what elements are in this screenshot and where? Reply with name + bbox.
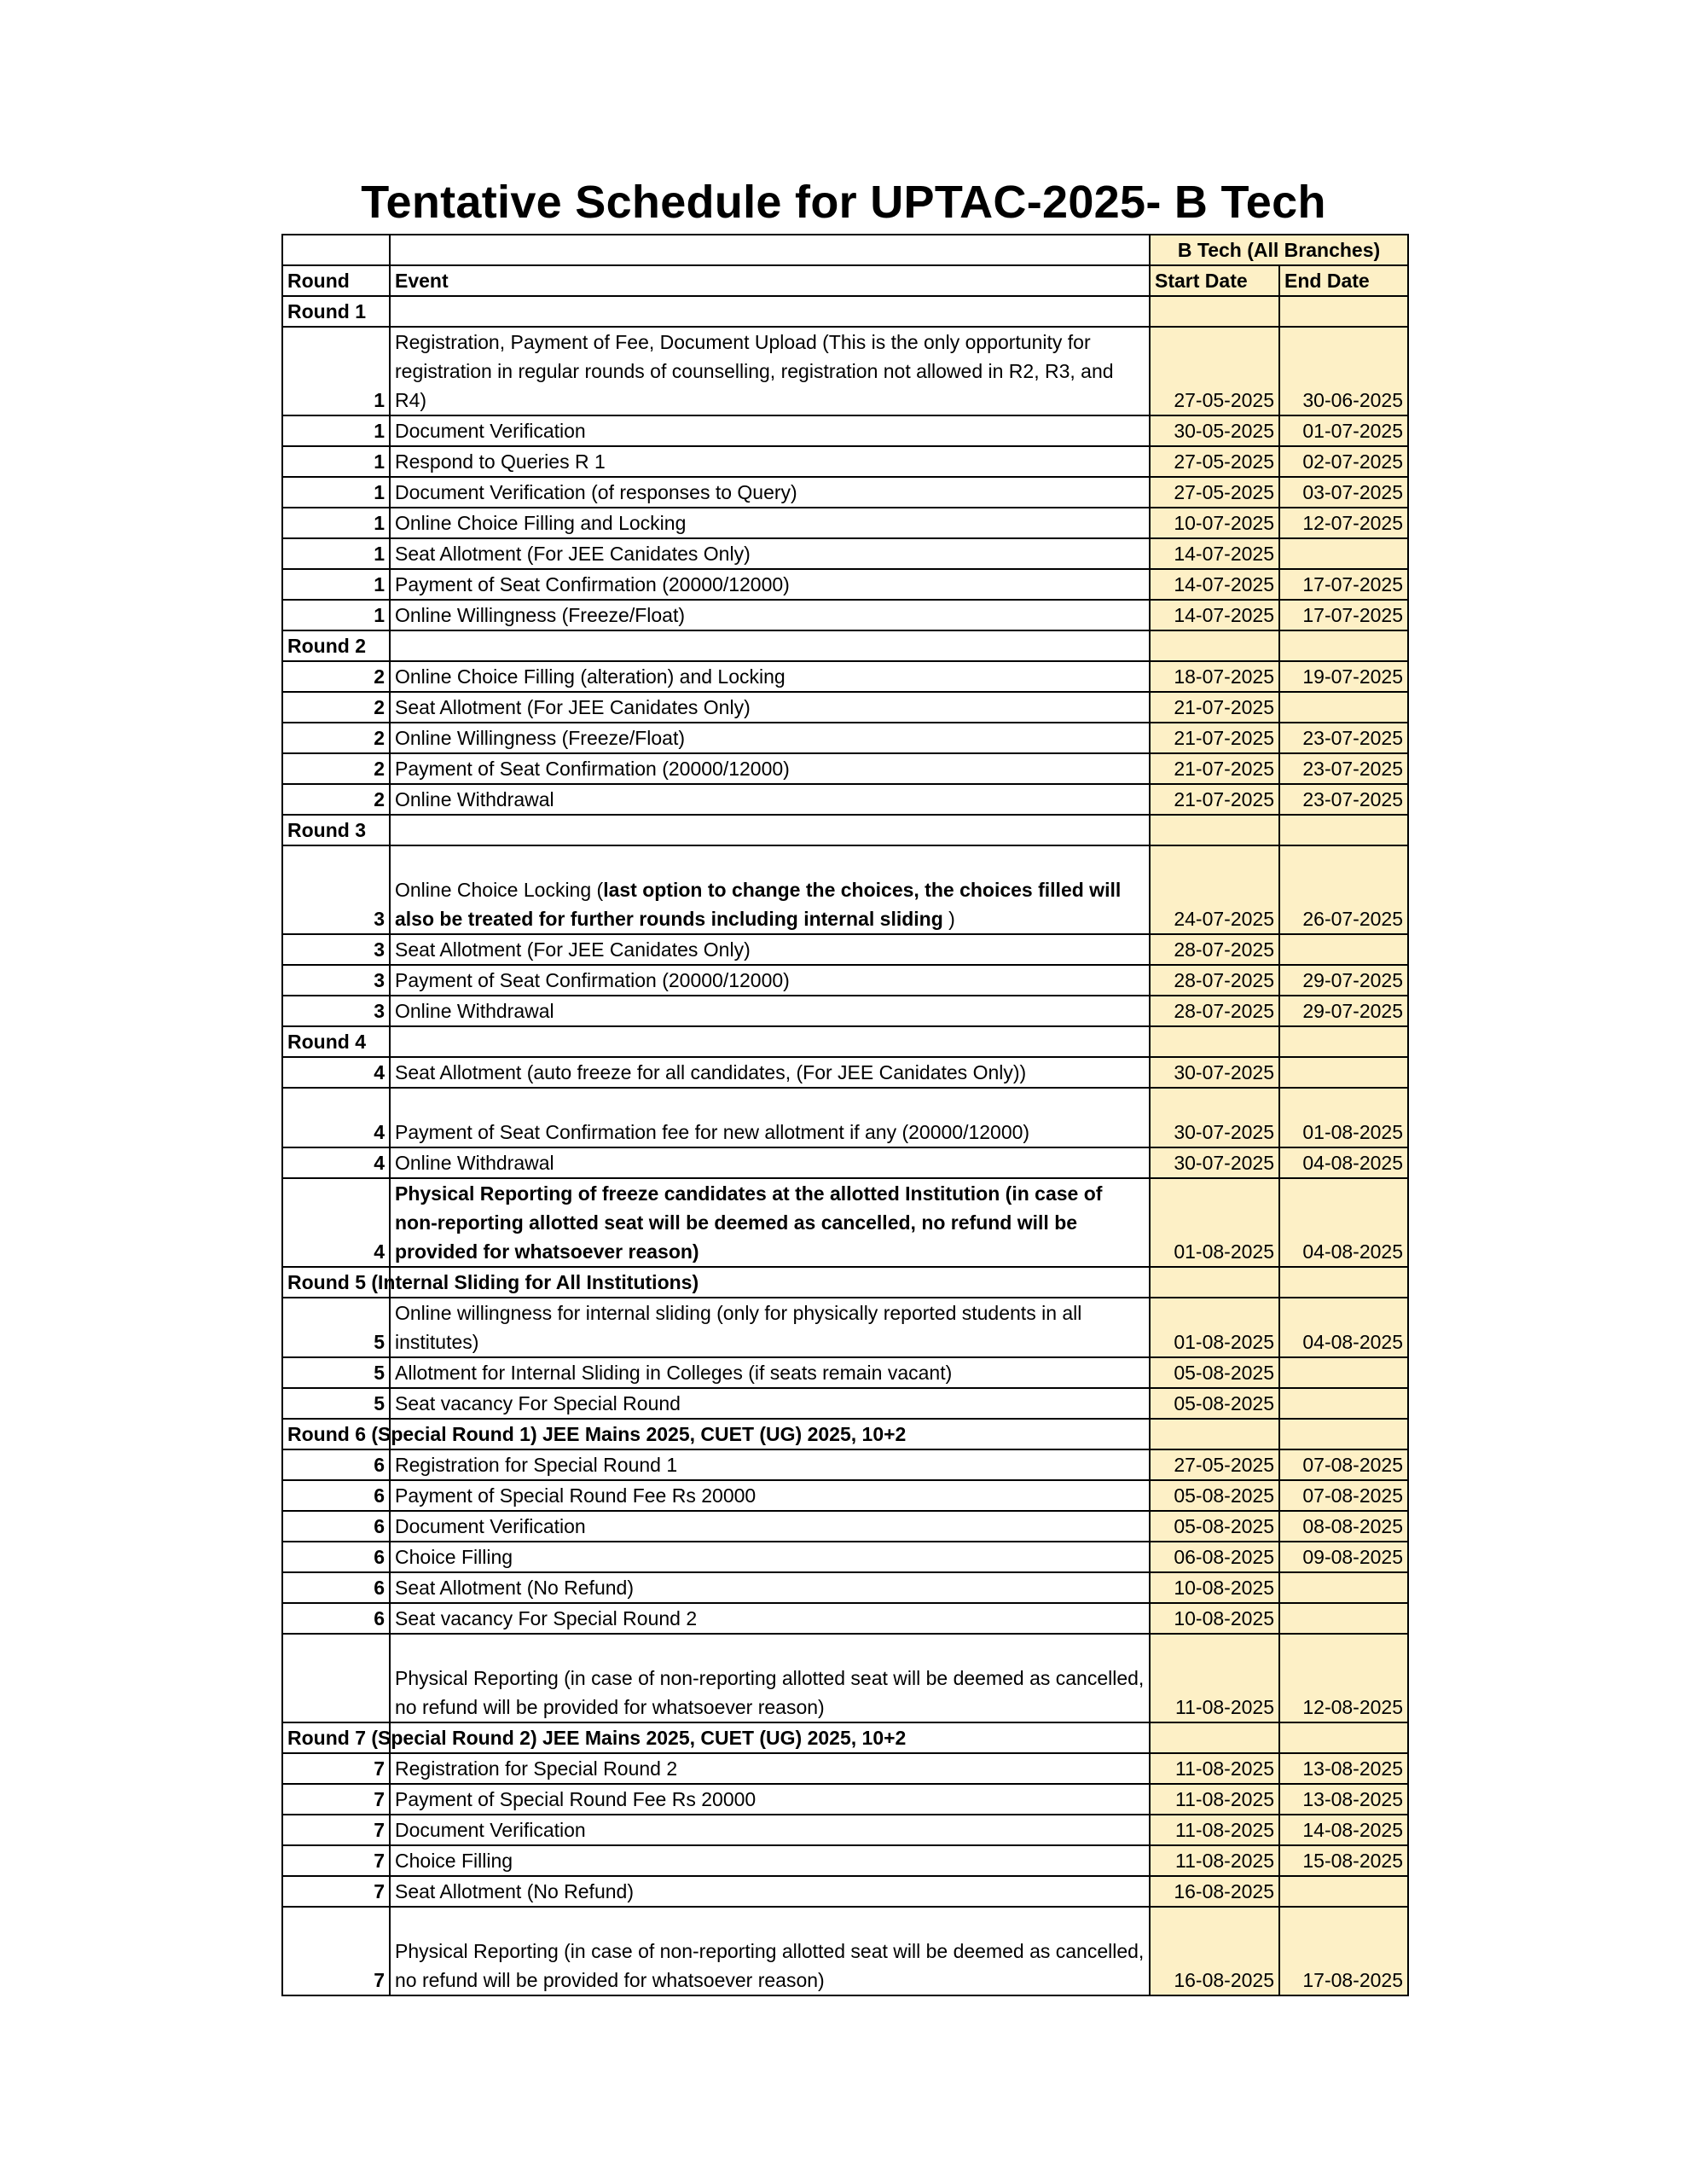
start-date: 21-07-2025: [1150, 784, 1279, 815]
start-date: 30-05-2025: [1150, 415, 1279, 446]
round-number: 1: [282, 508, 390, 538]
end-date: 17-07-2025: [1279, 600, 1408, 630]
start-date: 24-07-2025: [1150, 845, 1279, 934]
end-date: [1279, 1357, 1408, 1388]
start-date: 27-05-2025: [1150, 1449, 1279, 1480]
start-date: 28-07-2025: [1150, 965, 1279, 996]
table-row: [282, 965, 1408, 996]
event-cell: Online Willingness (Freeze/Float): [390, 600, 1150, 630]
blank-cell: [1150, 1267, 1279, 1298]
event-cell: Payment of Seat Confirmation (20000/12000): [390, 965, 1150, 996]
round-number: 3: [282, 965, 390, 996]
round-number: 3: [282, 934, 390, 965]
event-cell: [390, 845, 1150, 934]
event-cell: Seat vacancy For Special Round 2: [390, 1603, 1150, 1634]
round-number: 2: [282, 692, 390, 723]
start-date: 21-07-2025: [1150, 692, 1279, 723]
table-row: [282, 600, 1408, 630]
round-number: 1: [282, 600, 390, 630]
event-cell: Online Choice Filling and Locking: [390, 508, 1150, 538]
start-date: 05-08-2025: [1150, 1388, 1279, 1419]
round-number: 4: [282, 1088, 390, 1147]
event-cell: Online Withdrawal: [390, 784, 1150, 815]
col-start-header: Start Date: [1150, 265, 1279, 296]
round-number: 5: [282, 1298, 390, 1357]
end-date: 02-07-2025: [1279, 446, 1408, 477]
blank-cell: [1150, 815, 1279, 845]
round-number: 1: [282, 446, 390, 477]
event-cell: Respond to Queries R 1: [390, 446, 1150, 477]
table-row: [282, 1784, 1408, 1815]
event-cell: Seat Allotment (No Refund): [390, 1876, 1150, 1907]
round-number: 1: [282, 415, 390, 446]
table-row: [282, 1511, 1408, 1542]
end-date: 12-07-2025: [1279, 508, 1408, 538]
end-date: 30-06-2025: [1279, 327, 1408, 415]
start-date: 28-07-2025: [1150, 996, 1279, 1026]
table-row: [282, 1603, 1408, 1634]
table-row: [282, 1357, 1408, 1388]
end-date: 19-07-2025: [1279, 661, 1408, 692]
event-cell: Seat Allotment (For JEE Canidates Only): [390, 934, 1150, 965]
end-date: 13-08-2025: [1279, 1784, 1408, 1815]
table-row: [282, 1815, 1408, 1845]
start-date: 18-07-2025: [1150, 661, 1279, 692]
end-date: 17-07-2025: [1279, 569, 1408, 600]
start-date: 10-08-2025: [1150, 1603, 1279, 1634]
round-label: Round 3: [282, 815, 390, 845]
end-date: 07-08-2025: [1279, 1480, 1408, 1511]
table-row: [282, 569, 1408, 600]
col-event-header: Event: [390, 265, 1150, 296]
round-number: 1: [282, 477, 390, 508]
end-date: 03-07-2025: [1279, 477, 1408, 508]
event-cell: Payment of Seat Confirmation (20000/12000): [390, 569, 1150, 600]
col-round-header: Round: [282, 265, 390, 296]
start-date: 11-08-2025: [1150, 1845, 1279, 1876]
round-label: Round 5 (Internal Sliding for All Institutions): [282, 1267, 390, 1298]
table-row: [282, 753, 1408, 784]
round-number: [282, 1634, 390, 1722]
blank-cell: [1150, 296, 1279, 327]
blank-cell: [1279, 1267, 1408, 1298]
event-cell: Seat Allotment (For JEE Canidates Only): [390, 538, 1150, 569]
table-row: [282, 1388, 1408, 1419]
table-row: [282, 1057, 1408, 1088]
round-header-row: [282, 630, 1408, 661]
end-date: [1279, 1572, 1408, 1603]
table-row: [282, 692, 1408, 723]
end-date: 04-08-2025: [1279, 1298, 1408, 1357]
table-row: [282, 934, 1408, 965]
start-date: 21-07-2025: [1150, 723, 1279, 753]
end-date: 17-08-2025: [1279, 1907, 1408, 1995]
event-cell: Choice Filling: [390, 1542, 1150, 1572]
round-number: 4: [282, 1178, 390, 1267]
round-number: 4: [282, 1147, 390, 1178]
start-date: 11-08-2025: [1150, 1815, 1279, 1845]
round-number: 5: [282, 1388, 390, 1419]
start-date: 11-08-2025: [1150, 1634, 1279, 1722]
table-row: [282, 1753, 1408, 1784]
end-date: 29-07-2025: [1279, 996, 1408, 1026]
event-cell: Payment of Special Round Fee Rs 20000: [390, 1784, 1150, 1815]
table-row: [282, 1845, 1408, 1876]
event-cell: Online Withdrawal: [390, 996, 1150, 1026]
event-cell: Physical Reporting of freeze candidates at the allotted Institution (in case of non-reporting allotted seat will be deemed as cancelled, no refund will be provided for whatsoever reason): [390, 1178, 1150, 1267]
start-date: 30-07-2025: [1150, 1088, 1279, 1147]
event-cell: Document Verification (of responses to Query): [390, 477, 1150, 508]
end-date: 15-08-2025: [1279, 1845, 1408, 1876]
event-cell: Online Choice Filling (alteration) and Locking: [390, 661, 1150, 692]
round-number: 7: [282, 1876, 390, 1907]
round-header-row: [282, 1419, 1408, 1449]
end-date: 12-08-2025: [1279, 1634, 1408, 1722]
event-cell: Seat Allotment (For JEE Canidates Only): [390, 692, 1150, 723]
end-date: 07-08-2025: [1279, 1449, 1408, 1480]
round-label: Round 6 (Special Round 1) JEE Mains 2025, CUET (UG) 2025, 10+2: [282, 1419, 390, 1449]
table-row: [282, 327, 1408, 415]
round-number: 4: [282, 1057, 390, 1088]
table-row: [282, 415, 1408, 446]
blank-cell: [1279, 1026, 1408, 1057]
table-row: [282, 1572, 1408, 1603]
round-header-row: [282, 1026, 1408, 1057]
end-date: 09-08-2025: [1279, 1542, 1408, 1572]
end-date: [1279, 1603, 1408, 1634]
event-cell: Physical Reporting (in case of non-reporting allotted seat will be deemed as cancelled, no refund will be provided for whatsoever reason): [390, 1634, 1150, 1722]
event-text: ): [942, 908, 955, 930]
round-number: 2: [282, 723, 390, 753]
end-date: [1279, 1876, 1408, 1907]
end-date: 04-08-2025: [1279, 1178, 1408, 1267]
event-cell: Seat Allotment (No Refund): [390, 1572, 1150, 1603]
blank-cell: [390, 630, 1150, 661]
round-number: 2: [282, 661, 390, 692]
event-cell: Allotment for Internal Sliding in Colleges (if seats remain vacant): [390, 1357, 1150, 1388]
start-date: 28-07-2025: [1150, 934, 1279, 965]
blank-cell: [390, 235, 1150, 265]
event-cell: Online Withdrawal: [390, 1147, 1150, 1178]
start-date: 27-05-2025: [1150, 446, 1279, 477]
round-number: 6: [282, 1603, 390, 1634]
start-date: 10-08-2025: [1150, 1572, 1279, 1603]
start-date: 11-08-2025: [1150, 1784, 1279, 1815]
round-label: Round 1: [282, 296, 390, 327]
blank-cell: [390, 815, 1150, 845]
table-row: [282, 661, 1408, 692]
event-cell: Physical Reporting (in case of non-reporting allotted seat will be deemed as cancelled, no refund will be provided for whatsoever reason): [390, 1907, 1150, 1995]
end-date: [1279, 692, 1408, 723]
event-cell: Document Verification: [390, 1511, 1150, 1542]
end-date: 13-08-2025: [1279, 1753, 1408, 1784]
round-number: 6: [282, 1542, 390, 1572]
round-number: 6: [282, 1511, 390, 1542]
start-date: 05-08-2025: [1150, 1511, 1279, 1542]
column-header-row: [282, 265, 1408, 296]
end-date: 01-07-2025: [1279, 415, 1408, 446]
round-number: 6: [282, 1449, 390, 1480]
end-date: [1279, 934, 1408, 965]
round-number: 2: [282, 753, 390, 784]
table-row: [282, 477, 1408, 508]
table-row: [282, 1088, 1408, 1147]
table-row: [282, 1876, 1408, 1907]
start-date: 14-07-2025: [1150, 538, 1279, 569]
event-cell: Document Verification: [390, 1815, 1150, 1845]
table-row: [282, 538, 1408, 569]
end-date: 23-07-2025: [1279, 723, 1408, 753]
table-row: [282, 1634, 1408, 1722]
table-row: [282, 1147, 1408, 1178]
table-row: [282, 508, 1408, 538]
round-header-row: [282, 296, 1408, 327]
round-number: 2: [282, 784, 390, 815]
schedule-table: [281, 234, 1409, 1996]
round-label: Round 2: [282, 630, 390, 661]
end-date: 08-08-2025: [1279, 1511, 1408, 1542]
start-date: 27-05-2025: [1150, 327, 1279, 415]
round-header-row: [282, 1722, 1408, 1753]
table-row: [282, 723, 1408, 753]
round-number: 3: [282, 845, 390, 934]
event-text: Online Choice Locking (: [395, 879, 604, 901]
start-date: 30-07-2025: [1150, 1147, 1279, 1178]
start-date: 10-07-2025: [1150, 508, 1279, 538]
start-date: 01-08-2025: [1150, 1298, 1279, 1357]
end-date: [1279, 538, 1408, 569]
start-date: 06-08-2025: [1150, 1542, 1279, 1572]
start-date: 14-07-2025: [1150, 569, 1279, 600]
event-cell: Payment of Special Round Fee Rs 20000: [390, 1480, 1150, 1511]
band-header: B Tech (All Branches): [1150, 235, 1408, 265]
blank-cell: [1279, 630, 1408, 661]
event-cell: Online Willingness (Freeze/Float): [390, 723, 1150, 753]
table-row: [282, 1542, 1408, 1572]
band-header-row: [282, 235, 1408, 265]
blank-cell: [390, 1026, 1150, 1057]
round-number: 7: [282, 1753, 390, 1784]
blank-cell: [1150, 1722, 1279, 1753]
blank-cell: [1150, 1419, 1279, 1449]
round-label: Round 4: [282, 1026, 390, 1057]
event-cell: Registration for Special Round 2: [390, 1753, 1150, 1784]
col-end-header: End Date: [1279, 265, 1408, 296]
start-date: 16-08-2025: [1150, 1876, 1279, 1907]
table-row: [282, 1178, 1408, 1267]
start-date: 11-08-2025: [1150, 1753, 1279, 1784]
blank-cell: [1279, 1419, 1408, 1449]
round-label: Round 7 (Special Round 2) JEE Mains 2025, CUET (UG) 2025, 10+2: [282, 1722, 390, 1753]
blank-cell: [282, 235, 390, 265]
event-cell: Payment of Seat Confirmation (20000/12000): [390, 753, 1150, 784]
table-row: [282, 845, 1408, 934]
table-row: [282, 784, 1408, 815]
round-number: 3: [282, 996, 390, 1026]
round-number: 6: [282, 1572, 390, 1603]
event-cell: Registration, Payment of Fee, Document Upload (This is the only opportunity for registration in regular rounds of counselling, registration not allowed in R2, R3, and R4): [390, 327, 1150, 415]
event-cell: Document Verification: [390, 415, 1150, 446]
table-row: [282, 1449, 1408, 1480]
round-number: 1: [282, 538, 390, 569]
blank-cell: [390, 296, 1150, 327]
event-cell: Choice Filling: [390, 1845, 1150, 1876]
round-header-row: [282, 1267, 1408, 1298]
round-number: 6: [282, 1480, 390, 1511]
round-number: 7: [282, 1815, 390, 1845]
end-date: 14-08-2025: [1279, 1815, 1408, 1845]
table-row: [282, 1298, 1408, 1357]
start-date: 16-08-2025: [1150, 1907, 1279, 1995]
blank-cell: [1279, 1722, 1408, 1753]
table-row: [282, 1907, 1408, 1995]
blank-cell: [1150, 1026, 1279, 1057]
end-date: 23-07-2025: [1279, 753, 1408, 784]
end-date: 01-08-2025: [1279, 1088, 1408, 1147]
end-date: [1279, 1057, 1408, 1088]
round-number: 5: [282, 1357, 390, 1388]
round-number: 7: [282, 1907, 390, 1995]
event-cell: Registration for Special Round 1: [390, 1449, 1150, 1480]
blank-cell: [1150, 630, 1279, 661]
end-date: 04-08-2025: [1279, 1147, 1408, 1178]
page-title: Tentative Schedule for UPTAC-2025- B Tech: [361, 177, 1326, 228]
blank-cell: [1279, 296, 1408, 327]
table-row: [282, 996, 1408, 1026]
event-cell: Seat vacancy For Special Round: [390, 1388, 1150, 1419]
round-number: 1: [282, 569, 390, 600]
end-date: [1279, 1388, 1408, 1419]
end-date: 23-07-2025: [1279, 784, 1408, 815]
end-date: 26-07-2025: [1279, 845, 1408, 934]
start-date: 01-08-2025: [1150, 1178, 1279, 1267]
start-date: 05-08-2025: [1150, 1357, 1279, 1388]
round-number: 7: [282, 1784, 390, 1815]
table-row: [282, 1480, 1408, 1511]
event-cell: Payment of Seat Confirmation fee for new allotment if any (20000/12000): [390, 1088, 1150, 1147]
event-emphasis: last option to change the choices, the choices filled will also be treated for further rounds including internal sliding: [395, 879, 1122, 930]
start-date: 27-05-2025: [1150, 477, 1279, 508]
start-date: 05-08-2025: [1150, 1480, 1279, 1511]
end-date: 29-07-2025: [1279, 965, 1408, 996]
event-cell: Online willingness for internal sliding (only for physically reported students in all institutes): [390, 1298, 1150, 1357]
start-date: 21-07-2025: [1150, 753, 1279, 784]
start-date: 30-07-2025: [1150, 1057, 1279, 1088]
blank-cell: [1279, 815, 1408, 845]
start-date: 14-07-2025: [1150, 600, 1279, 630]
round-header-row: [282, 815, 1408, 845]
table-row: [282, 446, 1408, 477]
round-number: 1: [282, 327, 390, 415]
event-cell: Seat Allotment (auto freeze for all candidates, (For JEE Canidates Only)): [390, 1057, 1150, 1088]
round-number: 7: [282, 1845, 390, 1876]
